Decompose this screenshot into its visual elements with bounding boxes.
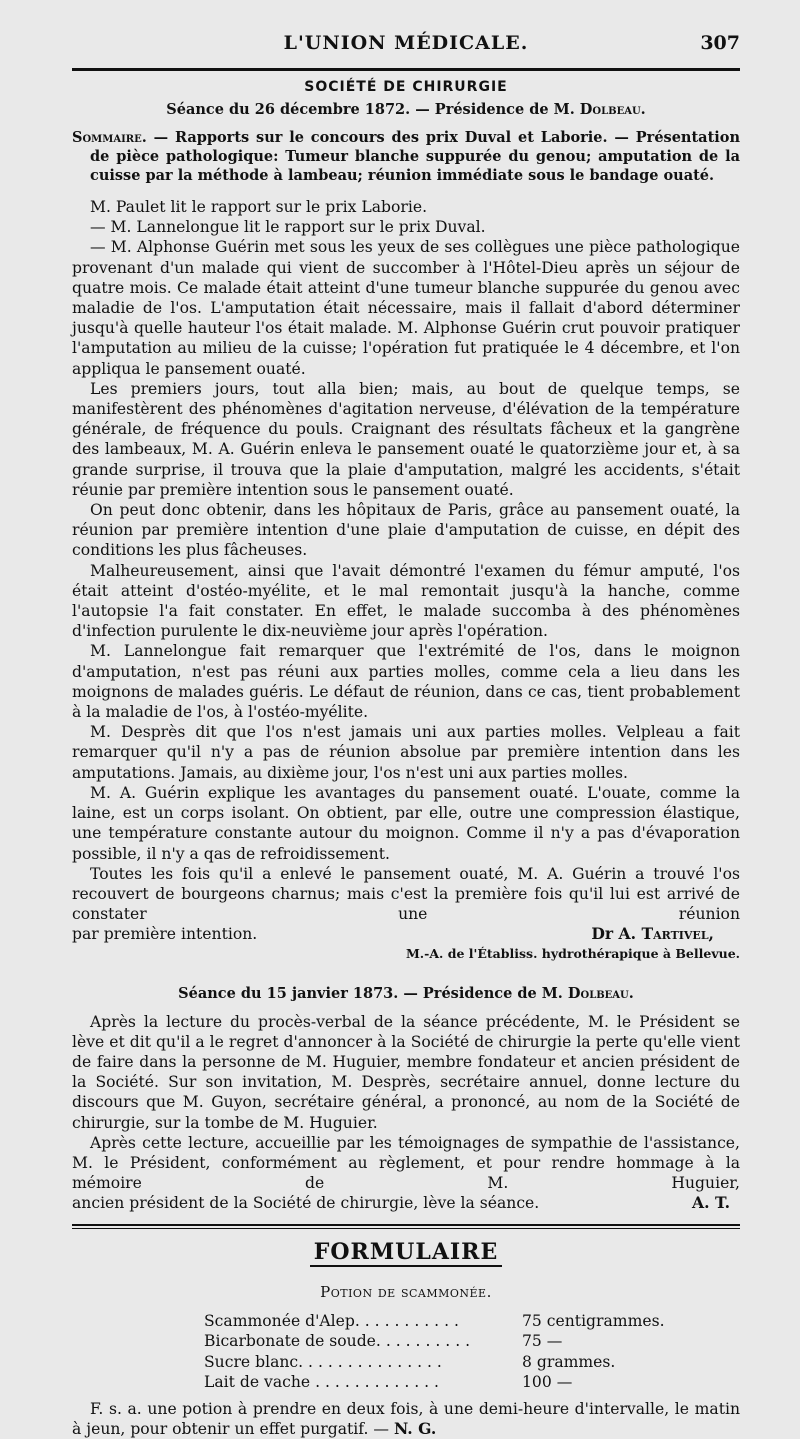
paragraph: On peut donc obtenir, dans les hôpitaux de Paris, grâce au pansement ouaté, la réunion par première intention d'une plaie d'amputation de cuisse, en dépit des conditions les plus fâcheuses. (72, 501, 740, 560)
paragraph-end: ancien président de la Société de chirurgie, lève la séance. (72, 1194, 540, 1213)
recipe-row (204, 1352, 674, 1373)
seance-1-header: Séance du 26 décembre 1872. — Présidence de M. Dolbeau. (166, 101, 646, 118)
seance-2-president: Dolbeau. (567, 984, 634, 1002)
paragraph: Malheureusement, ainsi que l'avait démontré l'examen du fémur amputé, l'os était atteint d'ostéo-myélite, et le mal remontait jusqu'à la hanche, comme l'autopsie l'a fait constater. En effet, le malade succomba à des phénomènes d'infection purulente le dix-neuvième jour après l'opération. (72, 561, 740, 641)
author-initials: A. T. (692, 1193, 730, 1213)
paragraph: Toutes les fois qu'il a enlevé le pansement ouaté, M. A. Guérin a trouvé l'os recouvert de bourgeons charnus; mais c'est la première fois qu'il lui est arrivé de constater une réunion (72, 864, 740, 924)
recipe-row (204, 1331, 674, 1352)
signature-line (72, 924, 740, 944)
sommaire-text: — Rapports sur le concours des prix Duval et Laborie. — Présentation de pièce pathologique: Tumeur blanche suppurée du genou; amputation de la cuisse par la méthode à lambeau; réunion immédiate sous le bandage ouaté. (90, 129, 740, 184)
signature-name: Dr A. Tartivel, (591, 924, 714, 944)
sommaire (72, 128, 740, 185)
recipe-list (204, 1311, 674, 1393)
page-number: 307 (700, 32, 740, 54)
section-rule (72, 1224, 740, 1229)
ingredient-quantity: 100 — (522, 1373, 573, 1392)
paragraph: Après la lecture du procès-verbal de la séance précédente, M. le Président se lève et dit qu'il a le regret d'annoncer à la Société de chirurgie la perte qu'elle vient de faire dans la personne de M. Huguier, membre fondateur et ancien président de la Société. Sur son invitation, M. Desprès, secrétaire annuel, donne lecture du discours que M. Guyon, secrétaire général, a prononcé, au nom de la Société de chirurgie, sur la tombe de M. Huguier. (72, 1012, 740, 1132)
paragraph: M. Lannelongue fait remarquer que l'extrémité de l'os, dans le moignon d'amputation, n'est pas réuni aux parties molles, comme cela a lieu dans les moignons de malades guéris. Le défaut de réunion, dans ce cas, tient probablement à la maladie de l'os, à l'ostéo-myélite. (72, 642, 740, 722)
recipe-row (204, 1372, 674, 1393)
header-rule (72, 68, 740, 71)
paragraph: M. A. Guérin explique les avantages du pansement ouaté. L'ouate, comme la laine, est un corps isolant. On obtient, par elle, outre une compression élastique, une température constante autour du moignon. Comme il n'y a pas d'évaporation possible, il n'y a qas de refroidissement. (72, 783, 740, 863)
initials-line (72, 1193, 740, 1213)
seance-2-body (72, 1012, 740, 1214)
seance-2-header: Séance du 15 janvier 1873. — Présidence de M. Dolbeau. (178, 984, 634, 1002)
paragraph: — M. Lannelongue lit le rapport sur le prix Duval. (90, 218, 486, 237)
journal-title: L'UNION MÉDICALE. (283, 32, 529, 54)
recipe-row (204, 1311, 674, 1332)
paragraph: Après cette lecture, accueillie par les témoignages de sympathie de l'assistance, M. le Président, conformément au règlement, et pour rendre hommage à la mémoire de M. Huguier, (72, 1133, 740, 1193)
ingredient-name: Bicarbonate de soude. . . . . . . . . . (204, 1332, 471, 1351)
ingredient-name: Sucre blanc. . . . . . . . . . . . . . . (204, 1352, 442, 1371)
seance-1-president: Dolbeau. (579, 101, 646, 118)
paragraph-end: par première intention. (72, 925, 258, 944)
recipe-instructions: F. s. a. une potion à prendre en deux fois, à une demi-heure d'intervalle, le matin à jeun, pour obtenir un effet purgatif. — N. G. (72, 1399, 740, 1438)
section-title: SOCIÉTÉ DE CHIRURGIE (304, 79, 508, 95)
signature-affiliation: M.-A. de l'Établiss. hydrothérapique à Bellevue. (405, 945, 740, 961)
seance-1-body (72, 197, 740, 963)
recipe-signature: N. G. (393, 1418, 437, 1438)
ingredient-quantity: 75 — (522, 1332, 563, 1351)
ingredient-name: Scammonée d'Alep. . . . . . . . . . . (204, 1311, 459, 1330)
potion-title: Potion de scammonée. (320, 1282, 492, 1301)
formulaire-title: FORMULAIRE (72, 1239, 740, 1265)
paragraph: M. Desprès dit que l'os n'est jamais uni aux parties molles. Velpleau a fait remarquer qu'il n'y a pas de réunion absolue par première intention dans les amputations. Jamais, au dixième jour, l'os n'est uni aux parties molles. (72, 723, 740, 782)
ingredient-quantity: 8 grammes. (522, 1352, 616, 1371)
sommaire-label: Sommaire. (72, 129, 147, 146)
paragraph: M. Paulet lit le rapport sur le prix Laborie. (90, 198, 428, 216)
paragraph: Les premiers jours, tout alla bien; mais, au bout de quelque temps, se manifestèrent des phénomènes d'agitation nerveuse, d'élévation de la température générale, de fréquence du pouls. Craignant des résultats fâcheux et la gangrène des lambeaux, M. A. Guérin enleva le pansement ouaté le quatorzième jour et, à sa grande surprise, il trouva que la plaie d'amputation, malgré les accidents, s'était réunie par première intention sous le pansement ouaté. (72, 379, 740, 499)
ingredient-quantity: 75 centigrammes. (522, 1311, 665, 1330)
paragraph: — M. Alphonse Guérin met sous les yeux de ses collègues une pièce pathologique provenant d'un malade qui vient de succomber à l'Hôtel-Dieu après un séjour de quatre mois. Ce malade était atteint d'une tumeur blanche suppurée du genou avec maladie de l'os. L'amputation était nécessaire, mais il fallait d'abord déterminer jusqu'à quelle hauteur l'os était malade. M. Alphonse Guérin crut pouvoir pratiquer l'amputation au milieu de la cuisse; l'opération fut pratiquée le 4 décembre, et l'on appliqua le pansement ouaté. (72, 238, 740, 378)
running-head (72, 26, 740, 66)
ingredient-name: Lait de vache . . . . . . . . . . . . . (204, 1373, 440, 1392)
